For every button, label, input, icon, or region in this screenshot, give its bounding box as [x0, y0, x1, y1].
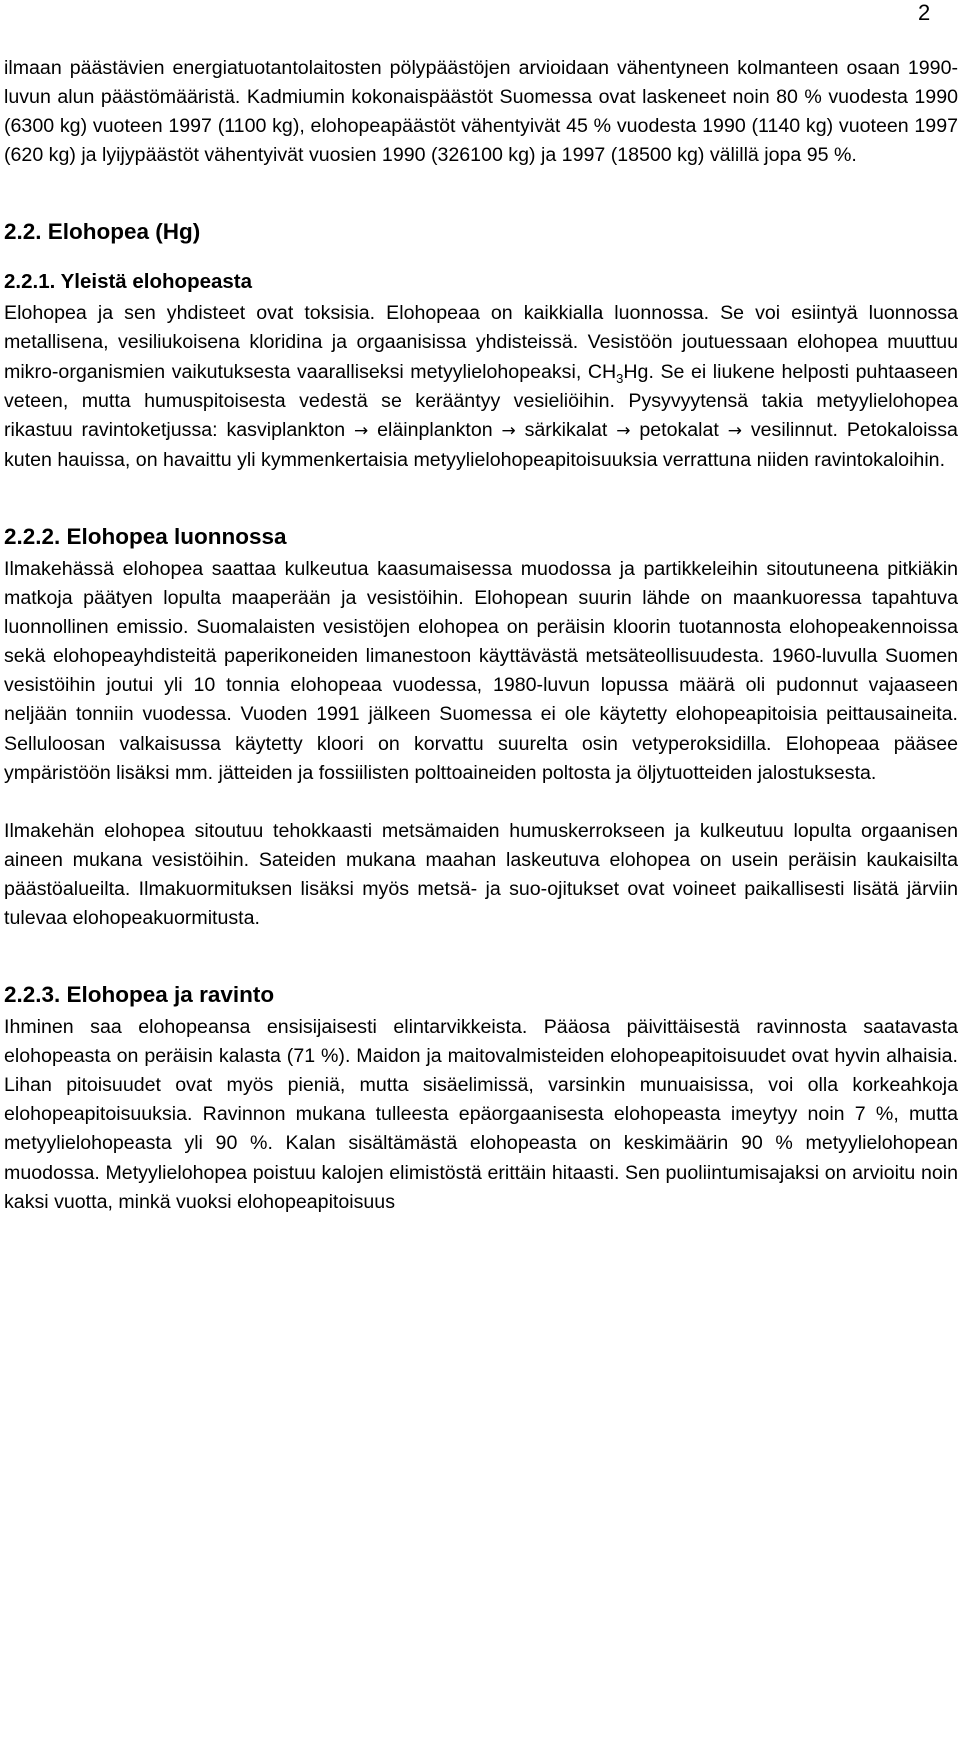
paragraph-yleista — [4, 299, 958, 475]
arrow-symbol: → — [354, 420, 369, 441]
page-number: 2 — [918, 0, 931, 25]
section-heading-2-2-3: 2.2.3. Elohopea ja ravinto — [4, 982, 275, 1008]
arrow-symbol: → — [727, 420, 742, 441]
yleista-text-part3: Petokaloissa kuten hauissa, on havaittu yli kymmenkertaisia metyylielohopeapitoisuuksia verrattuna niiden ravintokaloihin. — [4, 418, 958, 471]
paragraph-ravinto: Ihminen saa elohopeansa ensisijaisesti elintarvikkeista. Pääosa päivittäisestä ravinnosta saatavasta elohopeasta on peräisin kalasta (71 %). Maidon ja maitovalmisteiden elohopeapitoisuudet ovat hyvin alhaisia. Lihan pitoisuudet ovat myös pieniä, mutta sisäelimissä, varsinkin munuaisissa, voi olla korkeahkoja elohopeapitoisuuksia. Ravinnon mukana tulleesta epäorgaanisesta elohopeasta imeytyy noin 7 %, mutta metyylielohopeasta yli 90 %. Kalan sisältämästä elohopeasta on keskimäärin 90 % metyylielohopean muodossa. Metyylielohopea poistuu kalojen elimistöstä erittäin hitaasti. Sen puoliintumisajaksi on arvioitu noin kaksi vuotta, minkä vuoksi elohopeapitoisuus — [4, 1016, 958, 1213]
food-chain-item: eläinplankton — [377, 418, 493, 441]
section-heading-2-2-2: 2.2.2. Elohopea luonnossa — [4, 523, 287, 549]
paragraph-luonnossa-1: Ilmakehässä elohopea saattaa kulkeutua kaasumaisessa muodossa ja partikkeleihin sitoutuneena pitkiäkin matkoja päätyen lopulta maaperään ja vesistöihin. Elohopean suurin lähde on maankuoressa tapahtuva luonnollinen emissio. Suomalaisten vesistöjen elohopea on peräisin kloorin tuotannosta elohopeakennoissa sekä elohopeayhdisteitä paperikoneiden limanestoon käyttävästä metsäteollisuudesta. 1960-luvulla Suomen vesistöihin joutui yli 10 tonnia elohopeaa vuodessa, 1980-luvun lopussa määrä oli pudonnut vajaaseen neljään tonniin vuodessa. Vuoden 1991 jälkeen Suomessa ei ole käytetty elohopeapitoisia peittausaineita. Selluloosan valkaisussa käytetty kloori on korvattu suurelta osin vetyperoksidilla. Elohopeaa pääsee ympäristöön lisäksi mm. jätteiden ja fossiilisten polttoaineiden poltosta ja öljytuotteiden jalostuksesta. — [4, 557, 958, 784]
arrow-symbol: → — [616, 420, 631, 441]
yleista-text-part1: Elohopea ja sen yhdisteet ovat toksisia. Elohopeaa on kaikkialla luonnossa. Se voi esiintyä luonnossa metallisena, vesiliukoisena kloridina ja orgaanisissa yhdisteissä. Vesistöön joutuessaan elohopea muuttuu mikro-organismien vaikutuksesta vaaralliseksi metyylielohopeaksi, CH — [4, 302, 958, 383]
subscript-3: 3 — [616, 370, 624, 386]
paragraph-luonnossa-2: Ilmakehän elohopea sitoutuu tehokkaasti metsämaiden humuskerrokseen ja kulkeutuu lopulta orgaanisen aineen mukana vesistöihin. Sateiden mukana maahan laskeutuva elohopea on usein peräisin kaukaisilta päästöalueilta. Ilmakuormituksen lisäksi myös metsä- ja suo-ojitukset ovat voineet paikallisesti lisätä järviin tulevaa elohopeakuormitusta. — [4, 819, 958, 929]
section-heading-2-2: 2.2. Elohopea (Hg) — [4, 219, 201, 245]
section-heading-2-2-1: 2.2.1. Yleistä elohopeasta — [4, 270, 253, 294]
arrow-symbol: → — [501, 420, 516, 441]
food-chain-item: petokalat — [639, 418, 719, 441]
yleista-text-part2: Hg. Se ei liukene helposti puhtaaseen veteen, mutta humuspitoisesta vedestä se kerääntyy vesieliöihin. Pysyvyytensä takia metyylielohopea rikastuu ravintoketjussa: kasviplankton — [4, 360, 958, 441]
food-chain-item: särkikalat — [524, 418, 608, 441]
food-chain-item: vesilinnut. — [750, 418, 838, 441]
intro-paragraph: ilmaan päästävien energiatuotantolaitosten pölypäästöjen arvioidaan vähentyneen kolmanteen osaan 1990-luvun alun päästömääristä. Kadmiumin kokonaispäästöt Suomessa ovat laskeneet noin 80 % vuodesta 1990 (6300 kg) vuoteen 1997 (1100 kg), elohopeapäästöt vähentyivät 45 % vuodesta 1990 (1140 kg) vuoteen 1997 (620 kg) ja lyijypäästöt vähentyivät vuosien 1990 (326100 kg) ja 1997 (18500 kg) välillä jopa 95 %. — [4, 57, 958, 167]
page-content — [4, 54, 958, 1217]
